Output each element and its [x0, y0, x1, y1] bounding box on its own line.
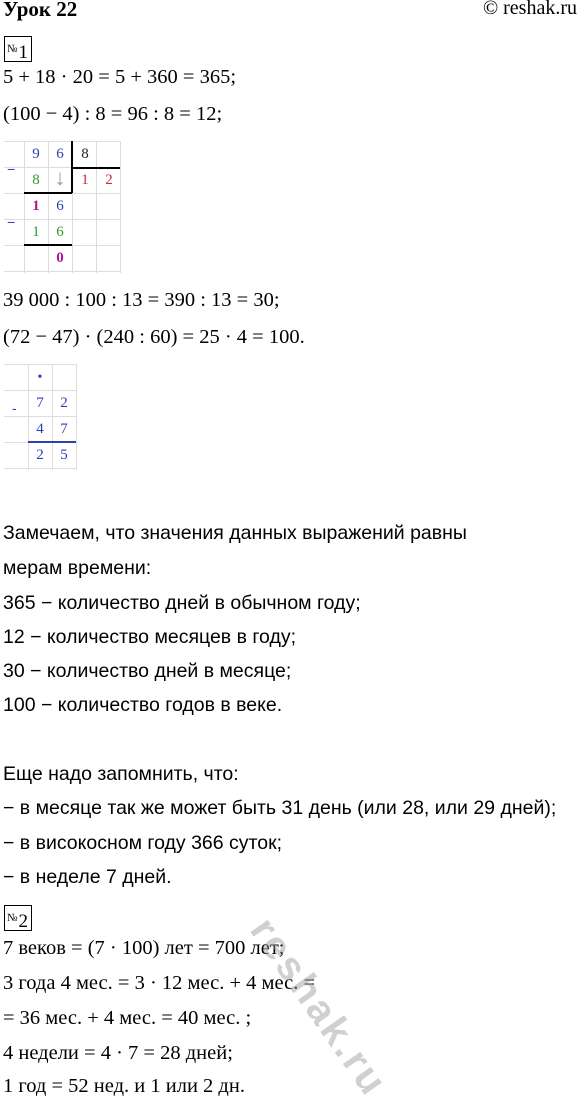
subtrahend-digit: 7 [60, 421, 68, 437]
remember-line: − в неделе 7 дней. [3, 866, 172, 888]
divisor-digit: 8 [81, 146, 89, 162]
task-2-line-3: = 36 мес. + 4 мес. = 40 мес. ; [3, 1007, 252, 1029]
remember-line: − в месяце так же может быть 31 день (или 28, или 29 дней); [3, 797, 557, 819]
borrow-dot: • [37, 370, 43, 385]
note-line: мерам времени: [3, 557, 152, 579]
subtrahend-digit: 6 [56, 224, 64, 240]
minuend-digit: 7 [36, 395, 44, 411]
subtrahend-digit: 4 [36, 421, 44, 437]
lesson-title: Урок 22 [3, 0, 78, 21]
dividend-digit: 6 [56, 146, 64, 162]
note-line: 100 − количество годов в веке. [3, 694, 283, 716]
number-sign: № [7, 912, 18, 924]
task-1-line-4: (72 − 47) · (240 : 60) = 25 · 4 = 100. [3, 326, 305, 348]
task-2-line-2: 3 года 4 мес. = 3 · 12 мес. + 4 мес. = [3, 972, 316, 994]
note-line: 12 − количество месяцев в году; [3, 626, 296, 648]
note-line: 30 − количество дней в месяце; [3, 660, 292, 682]
task-2-line-1: 7 веков = (7 · 100) лет = 700 лет; [3, 937, 285, 959]
task-1-line-2: (100 − 4) : 8 = 96 : 8 = 12; [3, 103, 223, 125]
task-2-line-5: 1 год = 52 нед. и 1 или 2 дн. [3, 1075, 245, 1097]
minus-sign: - [12, 400, 17, 416]
minuend-digit: 2 [60, 395, 68, 411]
note-line: Замечаем, что значения данных выражений равны [3, 522, 467, 544]
minus-sign: − [7, 214, 16, 230]
long-division-grid [4, 141, 120, 273]
minus-sign: − [7, 161, 16, 177]
remainder-digit: 6 [56, 198, 64, 214]
site-watermark: reshak.ru [241, 909, 397, 1105]
column-subtraction-grid [4, 364, 76, 470]
task-1-number: 1 [18, 42, 28, 63]
number-sign: № [7, 43, 18, 55]
quotient-digit: 1 [81, 172, 89, 188]
quotient-digit: 2 [105, 172, 113, 188]
task-1-badge [4, 36, 32, 62]
subtrahend-digit: 8 [32, 172, 40, 188]
arrow-down-icon: ↓ [54, 165, 66, 190]
remainder-digit: 1 [32, 198, 40, 214]
remember-line: Еще надо запомнить, что: [3, 763, 239, 785]
difference-digit: 2 [36, 447, 44, 463]
task-1-line-1: 5 + 18 · 20 = 5 + 360 = 365; [3, 66, 237, 88]
dividend-digit: 9 [32, 146, 40, 162]
final-remainder: 0 [56, 250, 64, 266]
task-2-line-4: 4 недели = 4 · 7 = 28 дней; [3, 1042, 233, 1064]
task-2-number: 2 [18, 911, 28, 932]
subtrahend-digit: 1 [32, 224, 40, 240]
difference-digit: 5 [60, 447, 68, 463]
remember-line: − в високосном году 366 суток; [3, 832, 283, 854]
task-1-line-3: 39 000 : 100 : 13 = 390 : 13 = 30; [3, 289, 280, 311]
task-2-badge [4, 905, 32, 931]
note-line: 365 − количество дней в обычном году; [3, 592, 361, 614]
site-credit: © reshak.ru [482, 0, 577, 19]
